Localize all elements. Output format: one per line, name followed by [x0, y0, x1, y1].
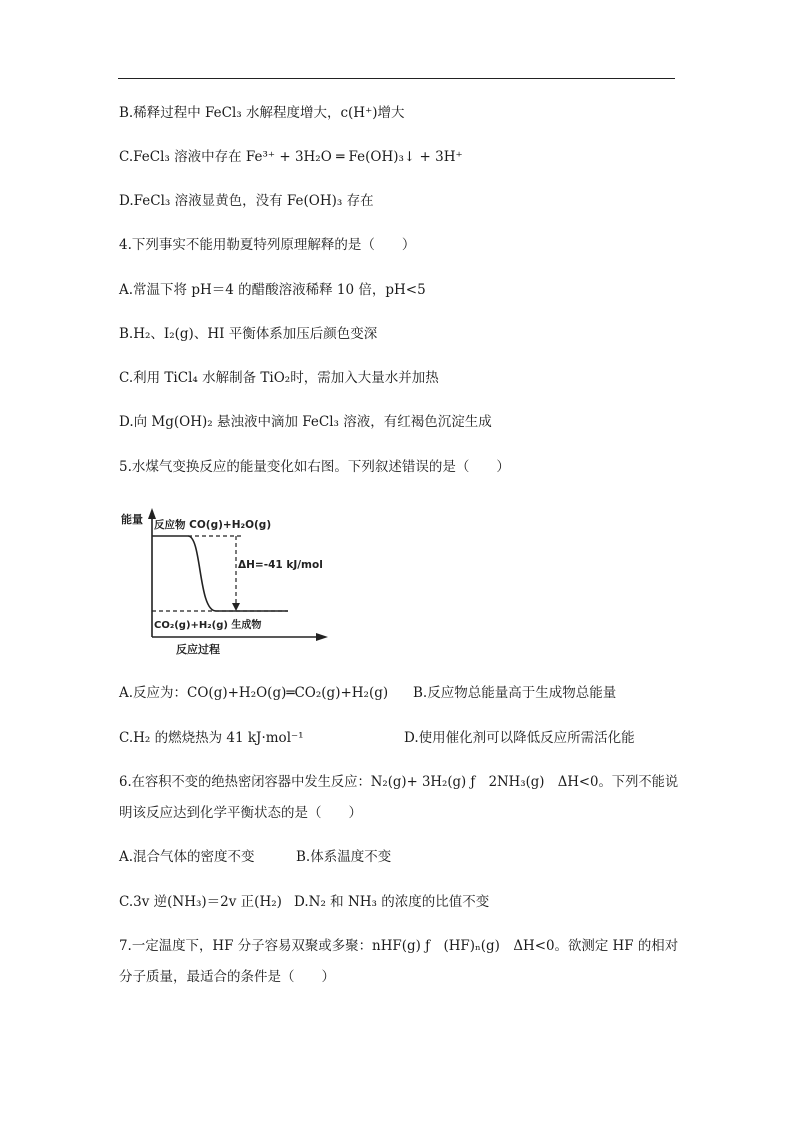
- q6-stem-line1: 6.在容积不变的绝热密闭容器中发生反应：N₂(g)+ 3H₂(g) ƒ 2NH₃(g) ΔH<0。下列不能说: [119, 774, 679, 790]
- energy-axis-x-label: 反应过程: [176, 643, 220, 656]
- product-label: CO₂(g)+H₂(g) 生成物: [154, 620, 262, 631]
- q4-option-a: A.常温下将 pH＝4 的醋酸溶液稀释 10 倍，pH<5: [119, 282, 426, 298]
- energy-curve: [152, 536, 288, 611]
- q5-option-b: B.反应物总能量高于生成物总能量: [413, 685, 617, 701]
- q7-stem-line2: 分子质量，最适合的条件是（ ）: [119, 969, 335, 985]
- q6-stem-line2: 明该反应达到化学平衡状态的是（ ）: [119, 805, 362, 821]
- q6-option-a: A.混合气体的密度不变: [119, 849, 255, 865]
- energy-axis-y-arrow: [148, 508, 156, 519]
- q3-option-d: D.FeCl₃ 溶液显黄色，没有 Fe(OH)₃ 存在: [119, 193, 374, 209]
- q4-option-d: D.向 Mg(OH)₂ 悬浊液中滴加 FeCl₃ 溶液，有红褐色沉淀生成: [119, 414, 492, 430]
- q5-stem: 5.水煤气变换反应的能量变化如右图。下列叙述错误的是（ ）: [119, 459, 510, 475]
- q4-option-b: B.H₂、I₂(g)、HI 平衡体系加压后颜色变深: [119, 326, 378, 342]
- q5-option-a: A.反应为：CO(g)+H₂O(g)═CO₂(g)+H₂(g): [119, 685, 389, 701]
- delta-h-label: ΔH=-41 kJ/mol: [238, 559, 323, 571]
- q7-stem-line1: 7.一定温度下，HF 分子容易双聚或多聚：nHF(g) ƒ (HF)ₙ(g) ΔH<0。欲测定 HF 的相对: [119, 938, 679, 954]
- q6-option-d: D.N₂ 和 NH₃ 的浓度的比值不变: [294, 894, 490, 910]
- delta-h-arrow-head: [232, 603, 240, 611]
- energy-axis-x-arrow: [316, 633, 328, 641]
- q3-option-b: B.稀释过程中 FeCl₃ 水解程度增大，c(H⁺)增大: [119, 105, 405, 121]
- q4-option-c: C.利用 TiCl₄ 水解制备 TiO₂时，需加入大量水并加热: [119, 370, 439, 386]
- q6-option-c: C.3v 逆(NH₃)＝2v 正(H₂): [119, 894, 282, 910]
- q6-option-b: B.体系温度不变: [296, 849, 392, 865]
- q4-stem: 4.下列事实不能用勒夏特列原理解释的是（ ）: [119, 237, 416, 253]
- reactant-label: 反应物 CO(g)+H₂O(g): [154, 519, 272, 531]
- header-rule: [118, 78, 675, 79]
- energy-axis-y-label: 能量: [121, 513, 143, 526]
- q5-option-d: D.使用催化剂可以降低反应所需活化能: [404, 730, 635, 746]
- q3-option-c: C.FeCl₃ 溶液中存在 Fe³⁺ + 3H₂O ═ Fe(OH)₃↓ + 3H⁺: [119, 149, 463, 165]
- q5-option-c: C.H₂ 的燃烧热为 41 kJ·mol⁻¹: [119, 730, 304, 746]
- energy-diagram: [121, 505, 334, 657]
